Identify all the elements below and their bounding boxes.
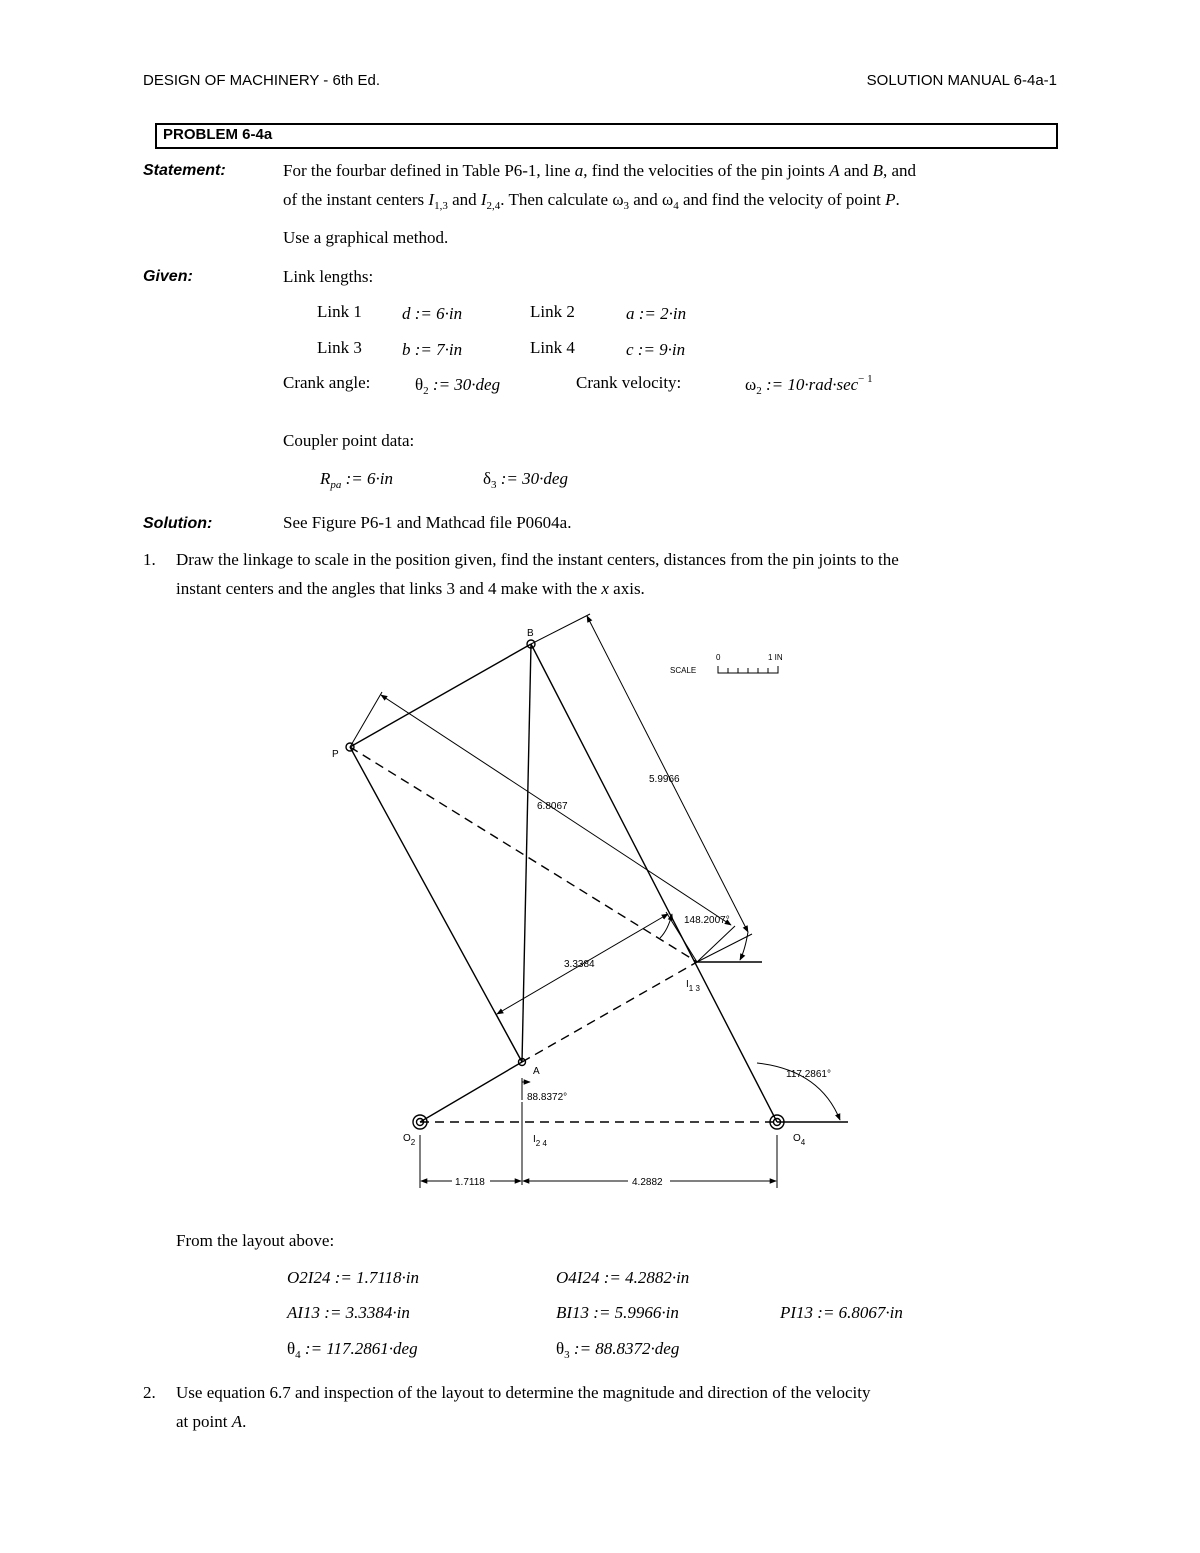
scale-bar (718, 666, 778, 673)
label-i24: $I_{2 4}$ (533, 1134, 547, 1148)
coupler-bp-line (350, 644, 531, 747)
crank-angle-label: Crank angle: (283, 373, 371, 392)
label-b: B (527, 628, 534, 639)
label-o4: $O_4$ (793, 1133, 806, 1147)
label-p: P (332, 749, 339, 760)
dim-bi13: 5.9966 (649, 774, 680, 785)
dim-ai13: 3.3384 (564, 959, 595, 970)
omega2-eq: $\omega_2$ := $10\cdot rad\cdot\sec^{- 1}$ (745, 373, 873, 397)
statement-line-3: Use a graphical method. (283, 228, 449, 247)
angle-117-label: 117.2861° (786, 1069, 831, 1080)
link-3-line (522, 644, 531, 1062)
scale-zero: 0 (716, 653, 721, 662)
theta2-eq: $\theta_2$ := 30·deg (415, 375, 501, 397)
link4-label: Link 4 (530, 338, 575, 357)
crank-velocity-label: Crank velocity: (576, 373, 682, 392)
dim-o2i24: 1.7118 (455, 1177, 485, 1188)
angle-148-label: 148.2007° (684, 915, 730, 926)
layout-intro: From the layout above: (176, 1231, 335, 1250)
problem-title: PROBLEM 6-4a (163, 126, 273, 143)
angle-88-label: 88.8372° (527, 1092, 568, 1103)
step1-line-1: Draw the linkage to scale in the position given, find the instant centers, distances from the pin joints to the (176, 550, 899, 569)
theta3-eq: $\theta_3$ := 88.8372·deg (556, 1339, 680, 1361)
o4i24-eq: O4I24 := 4.2882·in (556, 1268, 690, 1287)
step2-line-2: at point A. (176, 1412, 247, 1431)
given-label: Given: (143, 268, 193, 285)
statement-line-2: of the instant centers $I_{1,3}$ and $I_{2,4}$. Then calculate $\omega_3$ and $\omega_4$ and find the velocity of point P. (283, 190, 900, 212)
theta4-eq: $\theta_4$ := 117.2861·deg (287, 1339, 418, 1361)
p-i13-dashed (350, 747, 697, 962)
delta3-eq: $\delta_3$ := 30·deg (483, 469, 568, 491)
a-i13-dashed (522, 962, 697, 1062)
step1-number: 1. (143, 550, 156, 569)
bi13-extension-1 (531, 614, 590, 644)
link1-eq: d := 6·in (402, 304, 463, 323)
link-lengths-label: Link lengths: (283, 267, 374, 286)
coupler-data-label: Coupler point data: (283, 431, 415, 450)
dim-o4i24: 4.2882 (632, 1177, 663, 1188)
link3-label: Link 3 (317, 338, 362, 357)
step2-line-1: Use equation 6.7 and inspection of the layout to determine the magnitude and direction of the velocity (176, 1383, 871, 1402)
pi13-extension-1 (350, 692, 382, 747)
label-i13: $I_{1 3}$ (686, 979, 700, 993)
statement-line-1: For the fourbar defined in Table P6-1, line a, find the velocities of the pin joints A and B, and (283, 161, 917, 180)
ai13-eq: AI13 := 3.3384·in (287, 1303, 410, 1322)
step2-number: 2. (143, 1383, 156, 1402)
link2-eq: a := 2·in (626, 304, 687, 323)
statement-label: Statement: (143, 162, 226, 179)
solution-text: See Figure P6-1 and Mathcad file P0604a. (283, 513, 572, 532)
link1-label: Link 1 (317, 302, 362, 321)
dim-pi13: 6.8067 (537, 801, 568, 812)
scale-one: 1 IN (768, 653, 783, 662)
pi13-extension-2 (697, 926, 735, 962)
solution-label: Solution: (143, 515, 213, 532)
angle-148-arc (740, 932, 748, 960)
link-4-line (531, 644, 777, 1122)
link-2-line (420, 1062, 522, 1122)
bi13-eq: BI13 := 5.9966·in (556, 1303, 679, 1322)
link2-label: Link 2 (530, 302, 575, 321)
label-o2: $O_2$ (403, 1133, 416, 1147)
label-a: A (533, 1066, 540, 1077)
rpa-eq: $R_{pa}$ := 6·in (320, 469, 393, 491)
ai13-extension-1 (495, 1012, 522, 1062)
link4-eq: c := 9·in (626, 340, 686, 359)
o2i24-eq: O2I24 := 1.7118·in (287, 1268, 420, 1287)
header-left: DESIGN OF MACHINERY - 6th Ed. (143, 72, 381, 89)
scale-label: SCALE (670, 666, 697, 675)
link3-eq: b := 7·in (402, 340, 463, 359)
step1-line-2: instant centers and the angles that links 3 and 4 make with the x axis. (176, 579, 645, 598)
header-right: SOLUTION MANUAL 6-4a-1 (866, 72, 1057, 89)
bi13-extension-2 (697, 934, 752, 962)
pi13-eq: PI13 := 6.8067·in (780, 1303, 903, 1322)
